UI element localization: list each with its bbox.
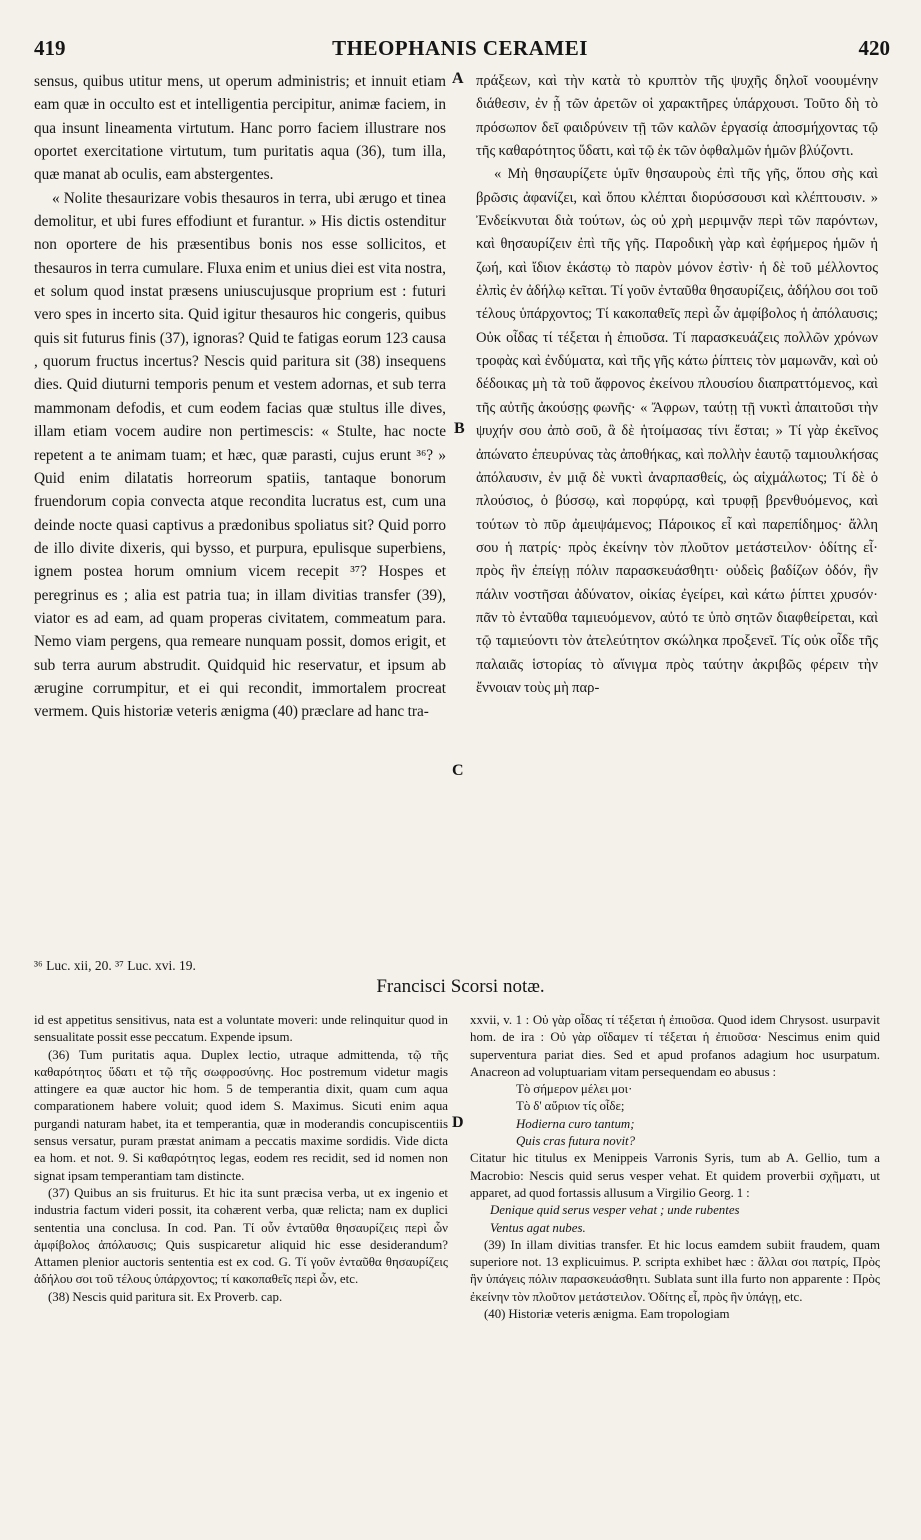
notes-title: Francisci Scorsi notæ.	[376, 976, 545, 997]
notes-right-column	[470, 1012, 880, 1524]
verse-line: Quis cras futura novit?	[516, 1134, 636, 1149]
note-paragraph: (36) Tum puritatis aqua. Duplex lectio, utraque admittenda, τῷ τῆς καθαρότητος ὕδατι et τῷ τῆς σωφροσύνης. Hoc postremum videtur magis attingere ea quæ auctor hic hom. 5 de temperantia dixit, quam cum aqua comparationem habere voluit; quod idem S. Maximus. Sicuti enim aqua purgandi naturam habet, ita et temperantia, quæ in moderandis concupiscentiis sensus versatur, puram præstat animam a peccatis maxime sordidis. Vide dicta ea hom. et not. 9. Si καθαρότητος legas, eodem res recidit, sed id nomen non signat ipsam temperantiam tam distincte.	[34, 1047, 448, 1183]
latin-paragraph: « Nolite thesaurizare vobis thesauros in terra, ubi ærugo et tinea demolitur, et ubi fures effodiunt et furantur. » His dictis ostenditur non oportere de his præsentibus bonis nos esse sollicitos, et thesauros in terra cumulare. Fluxa enim et unius diei est vita nostra, et solum quod instat præsens uniuscujusque proprium est : futuri vero spes in incerto sita. Quid igitur thesauros hic congeris, quibus quis sit futurus finis (37), ignoras? Quid te fatigas eorum 123 causa , quorum fructus incertus? Nescis quid paritura sit (38) insequens dies. Quid diuturni temporis penum et vestem adornas, et sub terra mammonam defodis, et cum eodem facias quæ stultus ille dives, illam etiam vocem audire non pertimescis: « Stulte, hac nocte repetent a te animam tuam; et hæc, quæ parasti, cujus erunt ³⁶? » Quid enim dilatatis horreorum spatiis, tantaque bonorum fruendorum copia convecta atque recondita lucratus est, cum una deinde nocte quasi captivus a prædonibus spoliatus sit? Quid porro de illo divite dixeris, qui bysso, et purpura, epulisque superbiens, ignem postea horum omnium vicem recepit ³⁷? Hospes et peregrinus es ; alia est patria tua; in illam divitias transfer (39), viator es ad eam, ad quam properas civitatem, commeatum para. Nemo viam pergens, qua remeare nunquam possit, domos erigit, et sub terra aurum abstrudit. Quidquid hic reservatur, et ipsum ab ærugine corrumpitur, et ei qui recondit, immortalem procreat vermem. Quis historiæ veteris ænigma (40) præclare ad hanc tra-	[34, 189, 446, 721]
latin-paragraph: sensus, quibus utitur mens, ut operum administris; et innuit etiam eam quæ in occulto est et intelligentia percipitur, animæ faciem, in qua insunt lineamenta virtutum. Hanc porro faciem illustrare nos oportet exercitatione virtutum, tum puritatis aqua (36), tum illa, quæ manat ab oculis, eam abstergentes.	[34, 73, 446, 184]
margin-marker-c: C	[452, 762, 464, 779]
note-paragraph: (39) In illam divitias transfer. Et hic locus eamdem subiit fraudem, quam superiore not. 13 explicuimus. P. scripta exhibet hæc : ἄλλαι σοι πατρίς, Πρὸς ἣν ὑπάγεις πόλιν παρασκευάσθητι. Sublata sunt illa furto non apparente : Πρὸς ἐκείνην τὸν πλοῦτον μετάστειλον. Ὁδίτης εἶ, πρὸς ἣν ὑπάγῃ, etc.	[470, 1237, 880, 1304]
note-paragraph: (40) Historiæ veteris ænigma. Eam tropologiam	[484, 1307, 730, 1322]
verse-line: Ventus agat nubes.	[490, 1220, 586, 1235]
page-header	[30, 30, 890, 66]
note-paragraph: (38) Nescis quid paritura sit. Ex Proverb. cap.	[48, 1289, 283, 1304]
note-paragraph: Citatur hic titulus ex Menippeis Varronis Syris, tum ab A. Gellio, tum a Macrobio: Nescis quid serus vesper vehat. Et quidem proverbii σχῆματι, ut apparet, ad quod fortassis allusum a Virgilio Georg. 1 :	[470, 1151, 880, 1200]
verse-line: Τὸ δ' αὔριον τίς οἶδε;	[516, 1099, 625, 1114]
page-number-left: 419	[34, 36, 66, 60]
verse-line: Denique quid serus vesper vehat ; unde rubentes	[490, 1203, 740, 1218]
greek-paragraph: πράξεων, καὶ τὴν κατὰ τὸ κρυπτὸν τῆς ψυχῆς δηλοῖ νοουμένην διάθεσιν, ἐν ᾗ τῶν ἀρετῶν οἱ χαρακτῆρες ὑπάρχουσι. Τοῦτο δὴ τὸ πρόσωπον δεῖ φαιδρύνειν τῇ τῶν καλῶν ἐργασίᾳ ἀποσμήχοντας τῷ τῆς καθαρότητος ὕδατι, καὶ τῷ ἐκ τῶν ὀφθαλμῶν ἡμῶν βλύζοντι.	[476, 73, 878, 160]
greek-paragraph: « Μὴ θησαυρίζετε ὑμῖν θησαυροὺς ἐπὶ τῆς γῆς, ὅπου σὴς καὶ βρῶσις ἀφανίζει, καὶ ὅπου κλέπται διορύσσουσι καὶ κλέπτουσιν. » Ἐνδείκνυται διὰ τούτων, ὡς οὐ χρὴ μεριμνᾷν περὶ τῶν παρόντων, καὶ θησαυρίζειν ἐπὶ τῆς γῆς. Παροδικὴ γὰρ καὶ ἐφήμερος ἡμῶν ἡ ζωή, καὶ ἴδιον ἑκάστῳ τὸ παρὸν μόνον ἐστὶν· ἡ δὲ τοῦ μέλλοντος ἐλπὶς ἐν ἀδήλῳ κεῖται. Τί γοῦν ἐνταῦθα θησαυρίζεις, ἀδήλου σοι τοῦ τέλους ὑπάρχοντος; Τί κακοπαθεῖς περὶ ὧν ἀμφίβολος ἡ ἀπόλαυσις; Οὐκ οἶδας τί τέξεται ἡ ἐπιοῦσα. Τί παρασκευάζεις πολλῶν χρόνων τροφὰς καὶ ἐνδύματα, καὶ τῆς γῆς κάτω ῥίπτεις τὸν μαμωνᾶν, καὶ οὐ δέδοικας μὴ τὰ τοῦ ἄφρονος ἐκείνου πλουσίου διαπραττόμενος, καὶ τῆς αὐτῆς ἀκούσῃς φωνῆς· « Ἄφρων, ταύτῃ τῇ νυκτὶ ἀπαιτοῦσι τὴν ψυχήν σου ἀπὸ σοῦ, ἃ δὲ ἡτοίμασας τίνι ἔσται; » Τί γὰρ ἐκεῖνος ἀπώνατο ἐπευρύνας τὰς ἀποθήκας, καὶ πολλὴν ἑαυτῷ ταμιουλκήσας ἀπόλαυσιν, ἐν μιᾷ δὲ νυκτὶ ἀναρπασθείς, ὡς αἰχμάλωτος; Τί δὲ ὁ πλούσιος, ὁ βύσσῳ, καὶ πορφύρᾳ, καὶ τρυφῇ βρενθυόμενος, καὶ τούτων τὸ πῦρ ἀμειψάμενος; Πάροικος εἶ καὶ παρεπίδημος· ἄλλη σου ἡ πατρίς· πρὸς ἐκείνην τὸν πλοῦτον μετάστειλον· ὁδίτης εἶ· πρὸς ἣν ἐπείγῃ πόλιν παρασκευάσθητι· οὐδεὶς βαδίζων ὁδόν, ἣν πάλιν νοστῆσαι ἀδύνατον, οἰκίας ἐγείρει, καὶ κάτω ῥίπτει χρυσόν· πᾶν τὸ ἐνταῦθα ταμιευόμενον, αὐτό τε ὑπὸ σητῶν διαφθείρεται, καὶ τῷ ταμιεύοντι τὸν ἀτελεύτητον σκώληκα προξενεῖ. Τίς οὐκ οἶδε τῆς παλαιᾶς ἱστορίας τὸ αἴνιγμα πρὸς ταύτην ἀκριβῶς φέρειν τὴν ἔννοιαν τοὺς μὴ παρ-	[476, 166, 878, 696]
note-paragraph: xxvii, v. 1 : Οὐ γὰρ οἶδας τί τέξεται ἡ ἐπιοῦσα. Quod idem Chrysost. usurpavit hom. de ira : Οὐ γὰρ οἴδαμεν τί τέξεται ἡ ἐπιοῦσα· Nescimus enim quid superventura pariat dies. Sed et apud profanos adagium hoc usurpatum. Anacreon ad voluptuariam vitam persequendam eo abusus :	[470, 1013, 880, 1079]
margin-marker-b: B	[454, 420, 465, 437]
margin-marker-a: A	[452, 70, 464, 87]
running-title: THEOPHANIS CERAMEI	[332, 36, 588, 60]
note-paragraph: (37) Quibus an sis fruiturus. Et hic ita sunt præcisa verba, ut ex ingenio et industria factum videri possit, ita cohærent verba, quæ relicta; nam ex duplici sententia una conclusa. In cod. Pan. Τί οὖν ἐνταῦθα θησαυρίζεις περὶ ὧν ἀμφίβολος ἀπόλαυσις; Quis suspicaretur aliquid hic esse desiderandum? Attamen plenior auctoris sententia est ex cod. G. Τί γοῦν ἐνταῦθα θησαυρίζεις ἀδήλου σοι τοῦ τέλους ὑπάρχοντος; τί κακοπαθεῖς περὶ ὧν, etc.	[34, 1185, 448, 1287]
greek-column	[476, 70, 878, 1110]
scripture-references: ³⁶ Luc. xii, 20. ³⁷ Luc. xvi. 19.	[34, 958, 196, 973]
note-paragraph: id est appetitus sensitivus, nata est a voluntate moveri: unde relinquitur quod in sensualitate possit esse peccatum. Expende ipsum.	[34, 1013, 448, 1045]
margin-marker-d: D	[452, 1114, 464, 1131]
notes-left-column	[34, 1012, 448, 1524]
verse-line: Hodierna curo tantum;	[516, 1116, 635, 1131]
latin-column	[34, 70, 446, 1110]
verse-line: Τὸ σήμερον μέλει μοι·	[516, 1082, 633, 1097]
page-number-right: 420	[858, 36, 890, 60]
